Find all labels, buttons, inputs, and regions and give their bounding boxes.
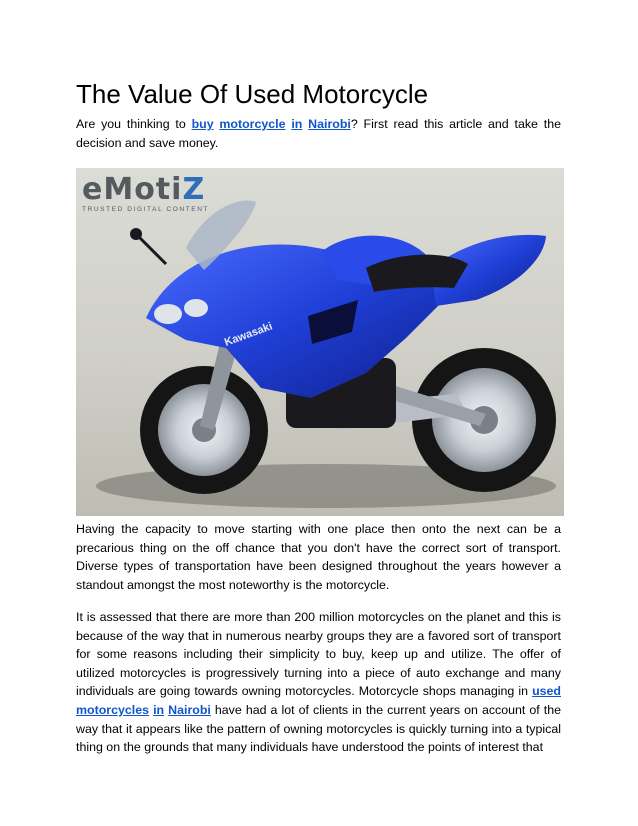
link-nairobi-2[interactable]: Nairobi (168, 702, 211, 717)
watermark-logo (82, 174, 209, 213)
page-title: The Value Of Used Motorcycle (76, 79, 429, 109)
bike-brand-label: Kawasaki (222, 320, 275, 349)
intro-paragraph (76, 115, 561, 152)
para2-text-start: It is assessed that there are more than 200 million motorcycles on the planet and this is because of the way that in numerous nearby groups they are a favored sort of transport for some reasons including their simplicity to buy, keep up and utilize. The offer of utilized motorcycles is progressively turning into a piece of auto exchange and many individuals are going towards owning motorcycles. Motorcycle shops managing in (76, 610, 561, 699)
body-paragraph-2 (76, 608, 561, 757)
headlight-right (184, 299, 208, 317)
para2-text-end: have had a lot of clients in the current years on account of the way that it appears like the pattern of owning motorcycles is quickly turning into a typical thing on the grounds that many individuals have understood the points of interest that (76, 702, 561, 755)
link-nairobi[interactable]: Nairobi (308, 117, 351, 131)
link-in-2[interactable]: in (153, 702, 165, 717)
intro-text-end: ? First read this article and take the decision and save money. (76, 117, 561, 150)
link-motorcycle[interactable]: motorcycle (219, 117, 286, 131)
logo-tagline: TRUSTED DIGITAL CONTENT (82, 206, 210, 213)
headlight-left (154, 304, 182, 324)
body-paragraph-1: Having the capacity to move starting with one place then onto the next can be a precarious thing on the off chance that you don't have the correct sort of transport. Diverse types of transportation have been designed throughout the years however a standout amongst the most noteworthy is the motorcycle. (76, 522, 561, 592)
motorcycle-photo (76, 168, 564, 516)
link-buy[interactable]: buy (191, 117, 214, 131)
rear-wheel (412, 348, 556, 492)
logo-accent-letter: Z (182, 172, 206, 207)
logo-text: eMoti (82, 172, 183, 207)
link-in[interactable]: in (291, 117, 303, 131)
front-wheel (140, 366, 268, 494)
link-used-motorcycles[interactable]: used motorcycles (76, 684, 561, 717)
intro-text-start: Are you thinking to (76, 117, 192, 131)
motorcycle-illustration (76, 168, 564, 516)
